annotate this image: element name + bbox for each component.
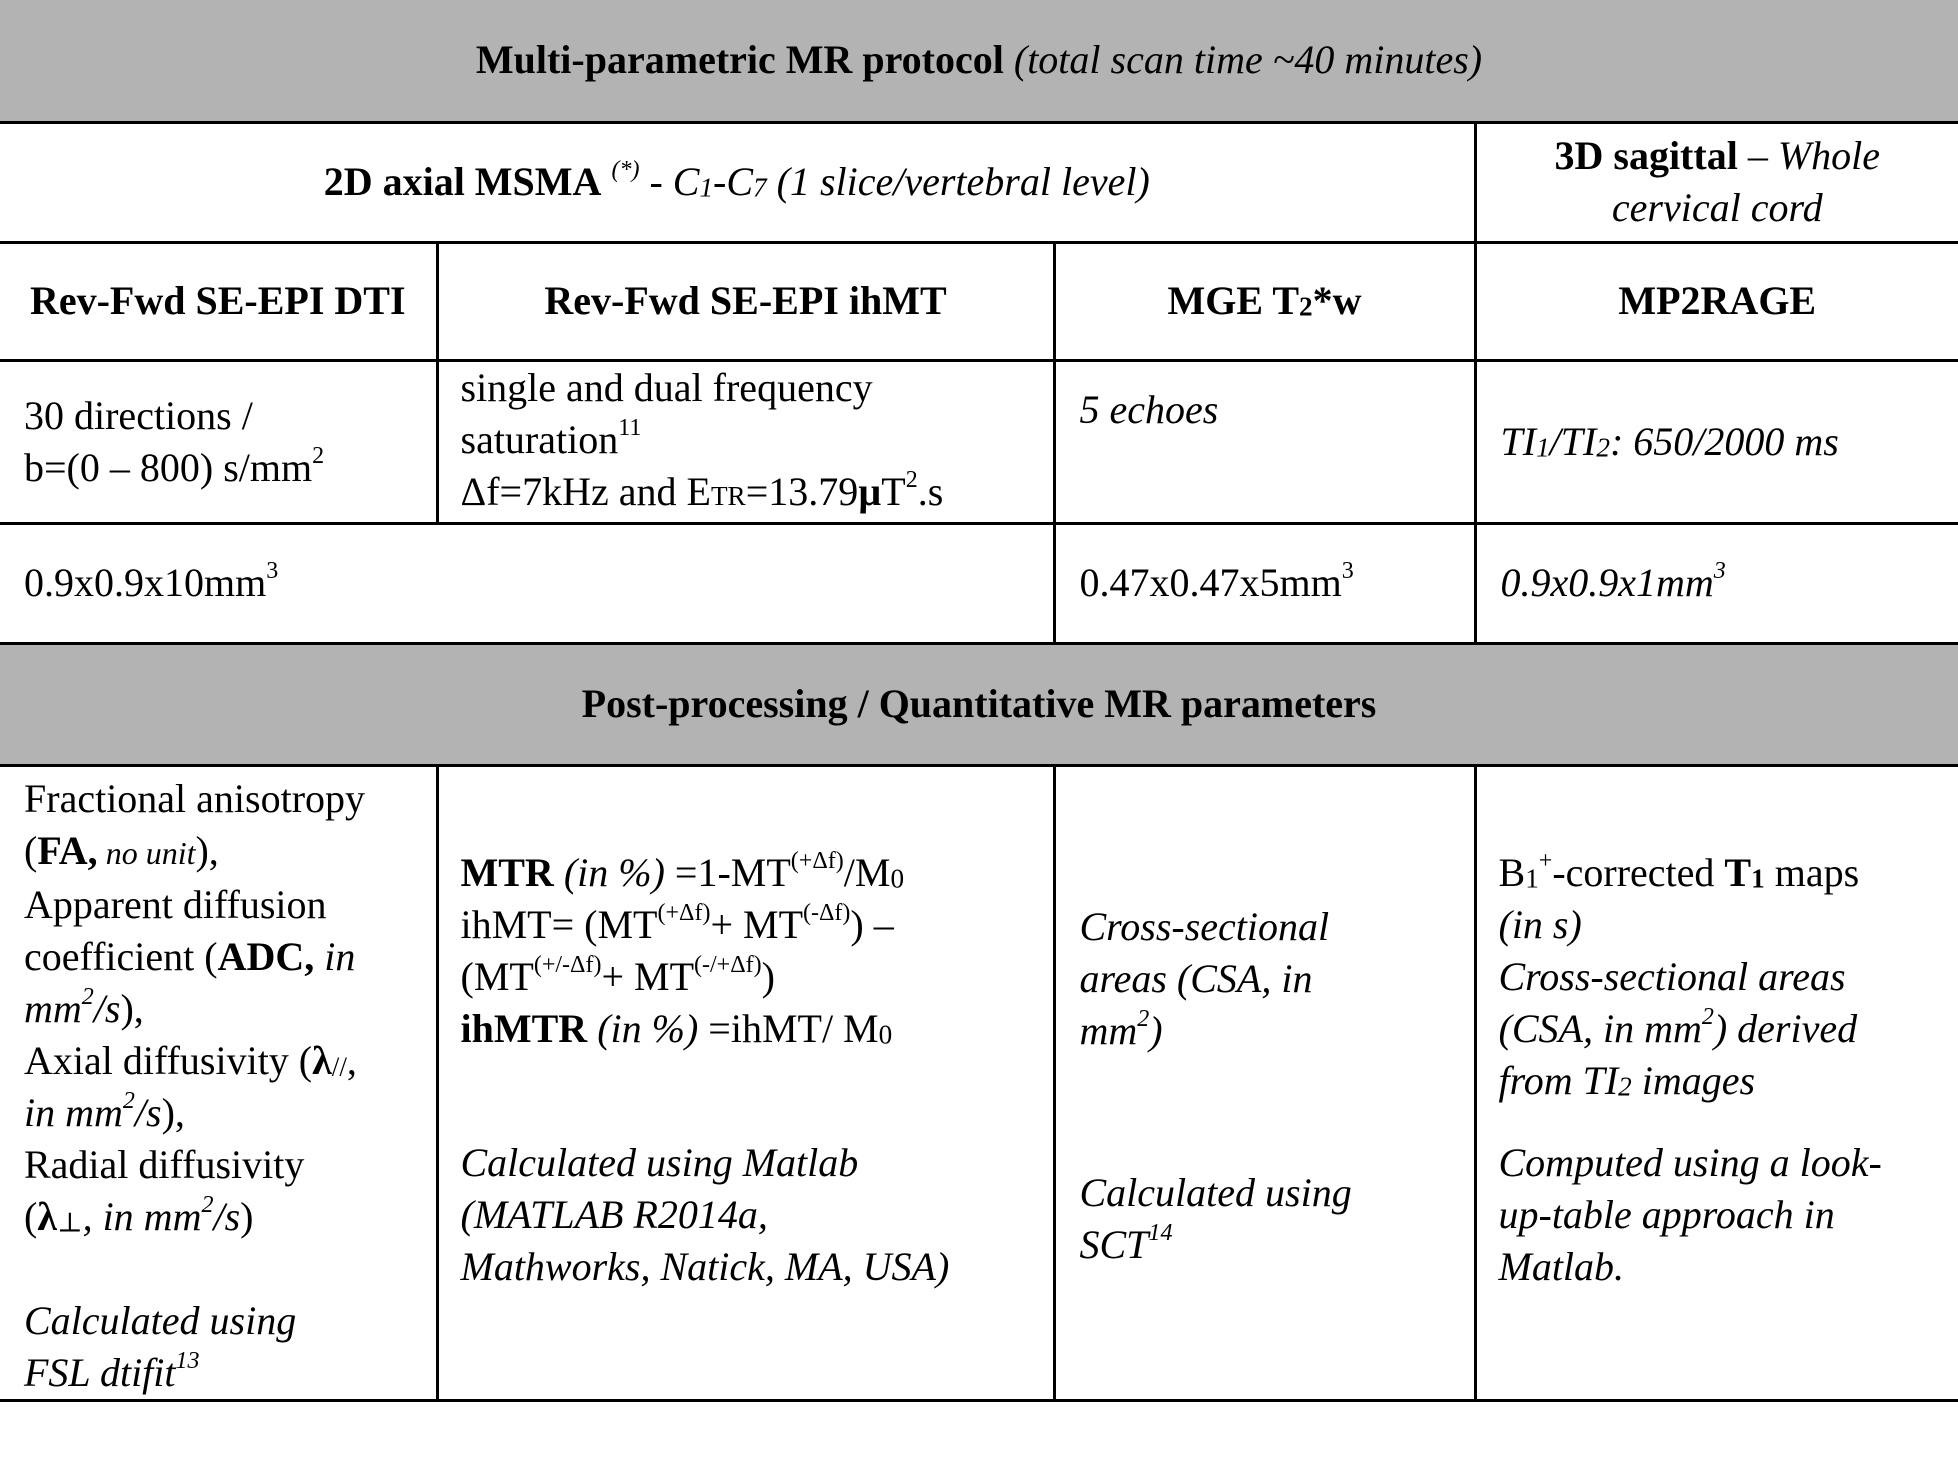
mge-calc-text1: Calculated using — [1079, 1169, 1352, 1215]
mge-resolution-text: 0.47x0.47x5mm — [1079, 560, 1342, 605]
axial-comma: , — [346, 1037, 357, 1083]
ihmtr-eq: =ihMT/ M — [698, 1005, 879, 1051]
mge-resolution — [1054, 523, 1475, 643]
ihmt-line1: single and dual frequency — [460, 364, 873, 410]
sagittal-title: 3D sagittal — [1554, 133, 1738, 178]
ihmt-eq-d: (MT — [460, 953, 534, 999]
radial-open: ( — [24, 1193, 38, 1239]
col-mge-b: *w — [1312, 278, 1362, 323]
t1-abbr: T — [1724, 849, 1752, 895]
radial-s: /s — [213, 1193, 241, 1239]
axial-sub: // — [331, 1050, 347, 1081]
axial-sq: 2 — [122, 1087, 135, 1114]
radial-unit: , in mm — [82, 1193, 202, 1239]
mge-calc-ref: 14 — [1148, 1219, 1173, 1246]
fa-line1: Fractional anisotropy — [24, 775, 366, 821]
dti-calc-text1: Calculated using — [24, 1297, 297, 1343]
dti-directions: 30 directions / — [24, 392, 253, 438]
mp2rage-ti1: 1 — [1536, 431, 1550, 462]
mtr-line — [461, 847, 1029, 899]
axial-c7: 7 — [753, 172, 767, 203]
parameters-row — [0, 360, 1958, 523]
ihmt-df: Δf=7kHz and E — [460, 468, 711, 514]
dti-calc-line1 — [24, 1295, 412, 1347]
mp-csa-line2 — [1499, 1003, 1949, 1055]
radial-lambda: λ — [37, 1193, 57, 1239]
fa-open: ( — [24, 827, 38, 873]
epi-resolution-text: 0.9x0.9x10mm — [24, 560, 267, 605]
dti-bvalue-text: b=(0 – 800) s/mm — [24, 444, 313, 490]
mtr-abbr: MTR — [460, 849, 554, 895]
adc-pre: coefficient ( — [24, 933, 218, 979]
ihmt-saturation: saturation — [460, 416, 619, 462]
mp-comp-text1: Computed using a look- — [1498, 1139, 1882, 1185]
mge-quantitative — [1054, 765, 1475, 1400]
mtr-sup: (+Δf) — [790, 847, 844, 874]
ihmt-eq-c: ) – — [850, 901, 894, 947]
sequence-header-row — [0, 242, 1958, 360]
ihmt-calc-line1 — [461, 1137, 1029, 1189]
axial-line1 — [24, 1035, 412, 1087]
radial-sq: 2 — [201, 1191, 214, 1218]
adc-s: /s — [93, 985, 121, 1031]
ihmt-line3 — [461, 466, 1029, 522]
mp2rage-ti2: 2 — [1596, 431, 1610, 462]
axial-lambda: λ — [312, 1037, 332, 1083]
ihmt-calc-text3: Mathworks, Natick, MA, USA) — [460, 1243, 950, 1289]
ihmt-eq-s3: (+/-Δf) — [533, 951, 602, 978]
mp2rage-resolution-text: 0.9x0.9x1mm — [1500, 560, 1714, 605]
epi-resolution — [0, 523, 1054, 643]
dti-quantitative — [0, 765, 437, 1400]
mp-csa-abbr: CSA — [1511, 1005, 1583, 1051]
ihmt-params — [437, 360, 1054, 523]
fa-abbr: FA, — [37, 827, 98, 873]
mp-csa-tail: ) derived — [1713, 1005, 1858, 1051]
mge-echoes: 5 echoes — [1079, 386, 1219, 432]
mp2rage-resolution-sup: 3 — [1713, 558, 1726, 584]
ihmt-calc-text1: Calculated using Matlab — [460, 1139, 859, 1185]
t1-maps: maps — [1764, 849, 1860, 895]
fa-line2 — [24, 825, 412, 879]
ihmt-calc-line3 — [461, 1241, 1029, 1293]
protocol-title-cell — [0, 0, 1958, 122]
mtr-m0: 0 — [890, 862, 905, 893]
dti-params — [0, 360, 437, 523]
mp-from-a: from TI — [1498, 1057, 1619, 1103]
mp2rage-resolution — [1475, 523, 1958, 643]
ihmt-calc-line2 — [461, 1189, 1029, 1241]
mp2rage-ti-a: TI — [1500, 418, 1537, 464]
ihmt-eq-s4: (-/+Δf) — [694, 951, 762, 978]
mge-csa-line3 — [1080, 1005, 1450, 1057]
protocol-scan-time: (total scan time ~40 minutes) — [1013, 37, 1483, 83]
ihmt-sq: 2 — [905, 466, 918, 493]
adc-line2 — [24, 931, 412, 983]
axial-levels-a: - C — [639, 159, 700, 204]
dti-bvalue-sup: 2 — [312, 442, 325, 469]
t1-units: (in s) — [1498, 901, 1582, 947]
t1-sub: 1 — [1751, 862, 1765, 893]
axial-s: /s — [134, 1089, 162, 1135]
mge-csa-line1 — [1080, 901, 1450, 953]
mp2rage-quantitative — [1475, 765, 1958, 1400]
ihmt-eq-s1: (+Δf) — [657, 899, 711, 926]
ihmt-calc-text2: (MATLAB R2014a, — [460, 1191, 768, 1237]
ihmt-eq-line1 — [461, 899, 1029, 951]
mtr-div: /M — [843, 849, 891, 895]
mp-comp-line3 — [1499, 1241, 1949, 1293]
mp-comp-line1 — [1499, 1137, 1949, 1189]
ihmt-s: .s — [917, 468, 944, 514]
mp-comp-line2 — [1499, 1189, 1949, 1241]
mge-csa-abbr: CSA — [1190, 955, 1262, 1001]
radial-line1: Radial diffusivity — [24, 1141, 305, 1187]
dti-calc-line2 — [24, 1347, 412, 1399]
mp-comp-text3: Matlab. — [1498, 1243, 1625, 1289]
dti-bvalue — [24, 442, 412, 494]
mp2rage-ti-b: /TI — [1549, 418, 1597, 464]
ihmtr-unit: (in %) — [587, 1005, 699, 1051]
ihmt-line2 — [461, 414, 1029, 466]
axial-levels-b: -C — [713, 159, 754, 204]
mtr-eq: =1-MT — [664, 849, 791, 895]
protocol-title-row — [0, 0, 1958, 122]
ihmt-quantitative — [437, 765, 1054, 1400]
mp-csa-sq: 2 — [1701, 1003, 1714, 1030]
mp-csa-line1 — [1499, 951, 1949, 1003]
ihmtr-abbr: ihMTR — [460, 1005, 588, 1051]
adc-sq: 2 — [81, 983, 94, 1010]
col-mge-a: MGE T — [1167, 278, 1300, 323]
adc-abbr: ADC, — [217, 933, 315, 979]
sagittal-cell — [1475, 122, 1958, 242]
mge-calc-text2: SCT — [1079, 1221, 1149, 1267]
dti-calc-ref: 13 — [175, 1347, 200, 1374]
ihmt-eq-b: + MT — [710, 901, 804, 947]
radial-line2 — [24, 1191, 412, 1243]
mp-csa-unit: , in mm — [1582, 1005, 1702, 1051]
post-processing-title: Post-processing / Quantitative MR parameters — [0, 643, 1958, 765]
axial-pre: Axial diffusivity ( — [24, 1037, 313, 1083]
ihmt-eq-f: ) — [761, 953, 775, 999]
ihmtr-m0: 0 — [878, 1018, 893, 1049]
dti-calc-text2: FSL dtifit — [24, 1349, 176, 1395]
axial-c1: 1 — [699, 172, 714, 203]
adc-line3 — [24, 983, 412, 1035]
ihmt-mu: µ — [858, 468, 882, 514]
ihmt-energy: =13.79 — [745, 468, 859, 514]
col-mge — [1054, 242, 1475, 360]
mtr-unit: (in %) — [553, 849, 665, 895]
col-mp2rage: MP2RAGE — [1475, 242, 1958, 360]
axial-slice-note: (1 slice/vertebral level) — [766, 159, 1150, 204]
radial-sub: ⊥ — [56, 1206, 83, 1237]
mp-from-sub: 2 — [1618, 1070, 1632, 1101]
mge-csa-text2a: areas ( — [1079, 955, 1191, 1001]
mp-csa-line3 — [1499, 1055, 1949, 1107]
adc-close: ), — [120, 985, 144, 1031]
quantitative-row — [0, 765, 1958, 1400]
ihmtr-line — [461, 1003, 1029, 1055]
axial-line2 — [24, 1087, 412, 1139]
protocol-title: Multi-parametric MR protocol — [475, 37, 1004, 83]
t1-corrected: -corrected — [1552, 849, 1725, 895]
mp2rage-params — [1475, 360, 1958, 523]
acquisition-row — [0, 122, 1958, 242]
ihmt-ref: 11 — [618, 414, 642, 441]
fa-close: ), — [195, 827, 219, 873]
ihmt-eq-s2: (-Δf) — [803, 899, 851, 926]
adc-unit: mm — [24, 985, 82, 1031]
mp-comp-text2: up-table approach in — [1498, 1191, 1835, 1237]
mge-csa-unit: mm — [1079, 1007, 1138, 1053]
mge-csa-sq: 2 — [1137, 1005, 1150, 1032]
mp-from-b: images — [1631, 1057, 1756, 1103]
mge-resolution-sup: 3 — [1341, 558, 1354, 584]
ihmt-t: T — [881, 468, 906, 514]
ihmt-tr: TR — [710, 480, 746, 511]
fa-unit: no unit — [97, 834, 196, 871]
epi-resolution-sup: 3 — [266, 558, 279, 584]
mge-calc-line1 — [1080, 1167, 1450, 1219]
t1-b: B — [1498, 849, 1526, 895]
col-ihmt: Rev-Fwd SE-EPI ihMT — [437, 242, 1054, 360]
col-dti: Rev-Fwd SE-EPI DTI — [0, 242, 437, 360]
adc-in: in — [314, 933, 356, 979]
axial-unit: in mm — [24, 1089, 123, 1135]
sagittal-note: Whole cervical cord — [1611, 133, 1880, 230]
ihmt-eq-line2 — [461, 951, 1029, 1003]
adc-line1: Apparent diffusion — [24, 881, 327, 927]
resolution-row — [0, 523, 1958, 643]
t1-b1-sup: + — [1538, 847, 1553, 874]
mp-csa-text1: Cross-sectional areas — [1498, 953, 1846, 999]
t1-b1-sub: 1 — [1525, 862, 1539, 893]
mp-csa-open: ( — [1498, 1005, 1512, 1051]
mp2rage-ti-c: : 650/2000 ms — [1609, 418, 1839, 464]
mge-calc-line2 — [1080, 1219, 1450, 1271]
axial-msma-cell — [0, 122, 1475, 242]
t1-line2 — [1499, 899, 1949, 951]
post-processing-row — [0, 643, 1958, 765]
axial-msma-mark: (*) — [611, 157, 640, 183]
mge-csa-text2b: , in — [1261, 955, 1313, 1001]
mge-csa-close: ) — [1149, 1007, 1163, 1053]
mge-csa-text1: Cross-sectional — [1079, 903, 1330, 949]
ihmt-eq-a: ihMT= (MT — [460, 901, 658, 947]
axial-close: ), — [161, 1089, 185, 1135]
sagittal-dash: – — [1737, 133, 1778, 178]
mge-csa-line2 — [1080, 953, 1450, 1005]
ihmt-eq-e: + MT — [601, 953, 694, 999]
axial-msma-title: 2D axial MSMA — [323, 159, 602, 204]
col-mge-sub: 2 — [1299, 291, 1313, 322]
radial-close: ) — [240, 1193, 254, 1239]
t1-line1 — [1499, 847, 1949, 899]
mge-params — [1054, 360, 1475, 523]
